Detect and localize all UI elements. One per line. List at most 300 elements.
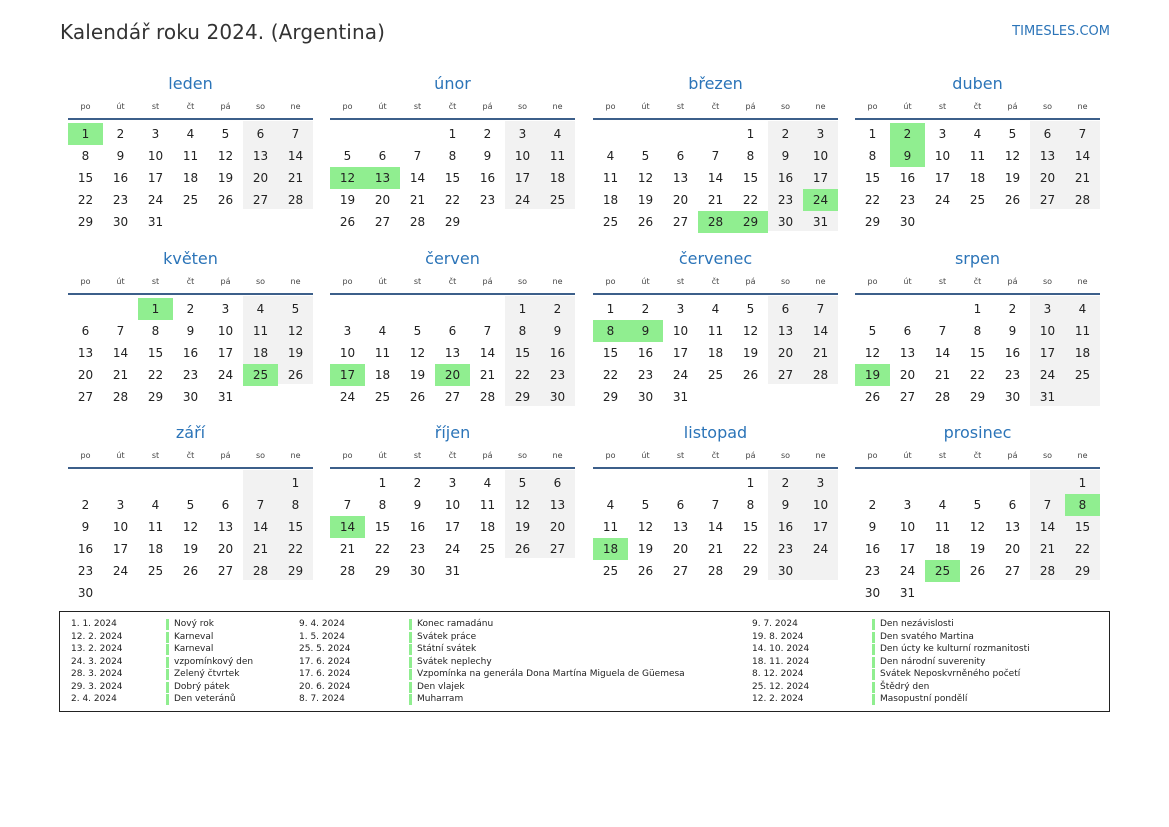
day-cell: 2 (483, 127, 492, 141)
day-cell: 15 (742, 520, 759, 534)
day-cell: 26 (514, 542, 531, 556)
day-cell: 2 (781, 476, 790, 490)
day-cell: 30 (182, 390, 199, 404)
day-cell: 1 (973, 302, 982, 316)
day-cell: 22 (374, 542, 391, 556)
weekday-label: so (517, 451, 528, 460)
day-cell: 23 (777, 542, 794, 556)
weekday-header (593, 451, 838, 469)
weekday-label: út (116, 277, 125, 286)
weekday-label: so (517, 277, 528, 286)
day-cell: 3 (938, 127, 947, 141)
holiday-day-cell: 29 (733, 211, 768, 233)
day-cell: 31 (1039, 390, 1056, 404)
day-cell: 14 (252, 520, 269, 534)
day-cell: 23 (864, 564, 881, 578)
day-cell: 16 (777, 171, 794, 185)
day-cell: 3 (1043, 302, 1052, 316)
day-cell: 11 (549, 149, 566, 163)
day-cell: 28 (409, 215, 426, 229)
site-link[interactable]: TIMESLES.COM (1012, 24, 1110, 39)
holiday-name: Den úcty ke kulturní rozmanitosti (880, 644, 1030, 654)
day-cell: 11 (934, 520, 951, 534)
day-cell: 7 (116, 324, 125, 338)
day-cell: 24 (217, 368, 234, 382)
day-cell: 23 (899, 193, 916, 207)
day-cell: 16 (409, 520, 426, 534)
holiday-legend (59, 611, 1110, 712)
day-cell: 25 (602, 564, 619, 578)
day-cell: 9 (413, 498, 422, 512)
day-cell: 11 (969, 149, 986, 163)
day-cell: 8 (151, 324, 160, 338)
weekday-label: pá (220, 451, 231, 460)
day-cell: 22 (147, 368, 164, 382)
day-cell: 7 (816, 302, 825, 316)
day-cell: 23 (637, 368, 654, 382)
day-cell: 9 (186, 324, 195, 338)
weekday-label: ne (290, 451, 301, 460)
day-cell: 24 (1039, 368, 1056, 382)
day-cell: 5 (221, 127, 230, 141)
day-cell: 10 (514, 149, 531, 163)
day-cell: 19 (637, 542, 654, 556)
weekday-label: st (676, 102, 685, 111)
day-cell: 26 (637, 215, 654, 229)
month-title: únor (434, 74, 471, 93)
weekday-label: po (867, 451, 878, 460)
day-cell: 8 (291, 498, 300, 512)
day-cell: 5 (868, 324, 877, 338)
day-cell: 12 (637, 171, 654, 185)
day-cell: 8 (378, 498, 387, 512)
day-cell: 14 (934, 346, 951, 360)
holiday-name: Konec ramadánu (417, 619, 494, 629)
weekday-label: pá (1007, 451, 1018, 460)
month-title: červenec (678, 249, 753, 268)
weekday-label: ne (1077, 277, 1088, 286)
holiday-day-cell: 25 (243, 364, 278, 386)
day-cell: 14 (1039, 520, 1056, 534)
day-cell: 16 (637, 346, 654, 360)
day-cell: 17 (672, 346, 689, 360)
day-cell: 1 (746, 476, 755, 490)
holiday-date: 29. 3. 2024 (71, 681, 123, 692)
day-cell: 28 (112, 390, 129, 404)
month-title: květen (163, 249, 218, 268)
month-title: leden (168, 74, 213, 93)
holiday-day-cell: 24 (803, 189, 838, 211)
weekday-label: út (378, 102, 387, 111)
weekday-label: ne (552, 277, 563, 286)
day-cell: 9 (781, 149, 790, 163)
weekday-label: út (116, 102, 125, 111)
day-cell: 17 (812, 520, 829, 534)
day-cell: 1 (1078, 476, 1087, 490)
day-cell: 5 (291, 302, 300, 316)
day-cell: 19 (514, 520, 531, 534)
day-cell: 19 (287, 346, 304, 360)
day-cell: 9 (553, 324, 562, 338)
day-cell: 27 (1004, 564, 1021, 578)
weekday-label: pá (1007, 277, 1018, 286)
weekday-header (330, 102, 575, 120)
day-cell: 13 (1004, 520, 1021, 534)
day-cell: 21 (339, 542, 356, 556)
holiday-marker (872, 619, 875, 630)
weekday-label: ne (552, 102, 563, 111)
holiday-marker (166, 644, 169, 655)
weekday-label: út (903, 451, 912, 460)
day-cell: 14 (112, 346, 129, 360)
day-cell: 15 (864, 171, 881, 185)
day-cell: 28 (252, 564, 269, 578)
holiday-marker (872, 694, 875, 705)
holiday-day-cell: 28 (698, 211, 733, 233)
day-cell: 18 (707, 346, 724, 360)
day-cell: 27 (374, 215, 391, 229)
holiday-name: Svátek neplechy (417, 656, 492, 667)
day-cell: 21 (479, 368, 496, 382)
day-cell: 3 (816, 127, 825, 141)
day-cell: 13 (899, 346, 916, 360)
holiday-day-cell: 20 (435, 364, 470, 386)
day-cell: 11 (602, 520, 619, 534)
day-cell: 26 (864, 390, 881, 404)
day-cell: 2 (116, 127, 125, 141)
day-cell: 21 (1039, 542, 1056, 556)
holiday-date: 24. 3. 2024 (71, 656, 123, 667)
day-cell: 20 (672, 193, 689, 207)
day-cell: 12 (514, 498, 531, 512)
day-cell: 20 (252, 171, 269, 185)
holiday-marker (166, 694, 169, 705)
day-cell: 4 (938, 498, 947, 512)
day-cell: 21 (707, 542, 724, 556)
day-cell: 7 (711, 498, 720, 512)
day-cell: 30 (77, 586, 94, 600)
weekday-label: so (517, 102, 528, 111)
holiday-marker (409, 694, 412, 705)
day-cell: 20 (374, 193, 391, 207)
day-cell: 12 (217, 149, 234, 163)
day-cell: 17 (899, 542, 916, 556)
day-cell: 28 (287, 193, 304, 207)
day-cell: 18 (1074, 346, 1091, 360)
holiday-name: Vzpomínka na generála Dona Martína Miguela de Güemesa (417, 669, 685, 679)
holiday-marker (166, 682, 169, 693)
weekday-label: čt (973, 277, 982, 286)
day-cell: 20 (1039, 171, 1056, 185)
day-cell: 6 (81, 324, 90, 338)
holiday-name: Svátek práce (417, 631, 477, 642)
day-cell: 21 (287, 171, 304, 185)
weekday-label: út (378, 277, 387, 286)
day-cell: 1 (518, 302, 527, 316)
day-cell: 27 (252, 193, 269, 207)
weekday-label: so (780, 451, 791, 460)
day-cell: 15 (374, 520, 391, 534)
day-cell: 16 (864, 542, 881, 556)
day-cell: 11 (147, 520, 164, 534)
day-cell: 22 (742, 193, 759, 207)
day-cell: 29 (602, 390, 619, 404)
day-cell: 31 (217, 390, 234, 404)
day-cell: 19 (742, 346, 759, 360)
day-cell: 25 (182, 193, 199, 207)
holiday-day-cell: 18 (593, 538, 628, 560)
holiday-date: 25. 5. 2024 (299, 644, 351, 654)
day-cell: 2 (186, 302, 195, 316)
month-title: březen (688, 74, 743, 93)
weekday-header (330, 451, 575, 469)
weekday-label: ne (815, 102, 826, 111)
day-cell: 8 (81, 149, 90, 163)
weekday-header (330, 277, 575, 295)
holiday-name: Dobrý pátek (174, 681, 230, 692)
weekday-label: čt (973, 102, 982, 111)
weekday-header (68, 102, 313, 120)
day-cell: 25 (479, 542, 496, 556)
weekday-header (855, 277, 1100, 295)
day-cell: 17 (217, 346, 234, 360)
weekday-label: čt (448, 102, 457, 111)
weekday-label: ne (815, 277, 826, 286)
month-title: září (175, 423, 206, 442)
holiday-marker (409, 669, 412, 680)
day-cell: 29 (742, 564, 759, 578)
day-cell: 21 (409, 193, 426, 207)
day-cell: 7 (256, 498, 265, 512)
weekday-label: st (938, 102, 947, 111)
day-cell: 3 (221, 302, 230, 316)
day-cell: 10 (339, 346, 356, 360)
day-cell: 6 (903, 324, 912, 338)
holiday-day-cell: 9 (890, 145, 925, 167)
holiday-day-cell: 8 (1065, 494, 1100, 516)
day-cell: 26 (742, 368, 759, 382)
day-cell: 5 (973, 498, 982, 512)
day-cell: 14 (707, 520, 724, 534)
day-cell: 14 (1074, 149, 1091, 163)
page-title: Kalendář roku 2024. (Argentina) (60, 20, 385, 44)
weekday-label: st (151, 277, 160, 286)
month-title: prosinec (943, 423, 1012, 442)
day-cell: 30 (549, 390, 566, 404)
day-cell: 5 (343, 149, 352, 163)
day-cell: 25 (147, 564, 164, 578)
day-cell: 28 (934, 390, 951, 404)
day-cell: 31 (672, 390, 689, 404)
holiday-date: 1. 1. 2024 (71, 619, 117, 629)
day-cell: 31 (444, 564, 461, 578)
day-cell: 7 (938, 324, 947, 338)
day-cell: 26 (182, 564, 199, 578)
day-cell: 3 (518, 127, 527, 141)
day-cell: 22 (602, 368, 619, 382)
holiday-name: Karneval (174, 631, 214, 642)
holiday-marker (872, 669, 875, 680)
weekday-label: čt (711, 277, 720, 286)
day-cell: 30 (777, 564, 794, 578)
weekday-label: st (676, 451, 685, 460)
day-cell: 29 (514, 390, 531, 404)
day-cell: 11 (252, 324, 269, 338)
weekday-label: pá (220, 277, 231, 286)
day-cell: 19 (217, 171, 234, 185)
day-cell: 19 (409, 368, 426, 382)
holiday-date: 8. 7. 2024 (299, 694, 345, 704)
day-cell: 13 (672, 520, 689, 534)
weekday-header (68, 451, 313, 469)
day-cell: 5 (186, 498, 195, 512)
day-cell: 26 (287, 368, 304, 382)
day-cell: 2 (868, 498, 877, 512)
day-cell: 12 (182, 520, 199, 534)
weekday-label: čt (448, 277, 457, 286)
holiday-date: 20. 6. 2024 (299, 681, 351, 692)
day-cell: 24 (444, 542, 461, 556)
day-cell: 20 (899, 368, 916, 382)
day-cell: 22 (287, 542, 304, 556)
day-cell: 7 (483, 324, 492, 338)
holiday-date: 14. 10. 2024 (752, 644, 810, 654)
day-cell: 26 (1004, 193, 1021, 207)
holiday-date: 2. 4. 2024 (71, 694, 117, 704)
weekday-header (593, 102, 838, 120)
day-cell: 3 (448, 476, 457, 490)
holiday-day-cell: 14 (330, 516, 365, 538)
day-cell: 13 (77, 346, 94, 360)
day-cell: 20 (217, 542, 234, 556)
day-cell: 4 (256, 302, 265, 316)
day-cell: 2 (553, 302, 562, 316)
day-cell: 17 (812, 171, 829, 185)
day-cell: 26 (637, 564, 654, 578)
day-cell: 4 (151, 498, 160, 512)
weekday-header (68, 277, 313, 295)
weekday-label: ne (815, 451, 826, 460)
day-cell: 7 (1043, 498, 1052, 512)
day-cell: 23 (409, 542, 426, 556)
day-cell: 20 (672, 542, 689, 556)
day-cell: 16 (479, 171, 496, 185)
day-cell: 5 (518, 476, 527, 490)
day-cell: 25 (1074, 368, 1091, 382)
holiday-marker (166, 657, 169, 668)
holiday-day-cell: 8 (593, 320, 628, 342)
weekday-label: pá (745, 102, 756, 111)
day-cell: 22 (444, 193, 461, 207)
day-cell: 29 (444, 215, 461, 229)
day-cell: 2 (641, 302, 650, 316)
weekday-label: so (1042, 277, 1053, 286)
day-cell: 10 (444, 498, 461, 512)
holiday-marker (872, 632, 875, 643)
month-title: listopad (683, 423, 748, 442)
weekday-label: st (151, 102, 160, 111)
day-cell: 6 (676, 498, 685, 512)
holiday-name: Zelený čtvrtek (174, 669, 240, 679)
day-cell: 22 (742, 542, 759, 556)
day-cell: 24 (672, 368, 689, 382)
weekday-label: po (80, 277, 91, 286)
day-cell: 20 (549, 520, 566, 534)
weekday-label: st (938, 451, 947, 460)
day-cell: 6 (256, 127, 265, 141)
day-cell: 25 (549, 193, 566, 207)
day-cell: 31 (812, 215, 829, 229)
day-cell: 10 (112, 520, 129, 534)
day-cell: 21 (707, 193, 724, 207)
day-cell: 6 (448, 324, 457, 338)
holiday-name: Den národní suverenity (880, 656, 986, 667)
day-cell: 24 (112, 564, 129, 578)
holiday-date: 25. 12. 2024 (752, 681, 810, 692)
day-cell: 12 (864, 346, 881, 360)
holiday-date: 19. 8. 2024 (752, 631, 804, 642)
day-cell: 13 (672, 171, 689, 185)
holiday-day-cell: 2 (890, 123, 925, 145)
day-cell: 21 (112, 368, 129, 382)
holiday-date: 12. 2. 2024 (752, 694, 804, 704)
day-cell: 3 (816, 476, 825, 490)
weekday-label: po (605, 451, 616, 460)
day-cell: 18 (934, 542, 951, 556)
day-cell: 28 (1039, 564, 1056, 578)
weekday-label: po (342, 102, 353, 111)
holiday-date: 17. 6. 2024 (299, 656, 351, 667)
weekday-label: út (378, 451, 387, 460)
holiday-day-cell: 13 (365, 167, 400, 189)
day-cell: 16 (1004, 346, 1021, 360)
day-cell: 9 (868, 520, 877, 534)
day-cell: 10 (672, 324, 689, 338)
day-cell: 19 (1004, 171, 1021, 185)
day-cell: 17 (112, 542, 129, 556)
day-cell: 28 (707, 564, 724, 578)
day-cell: 31 (899, 586, 916, 600)
day-cell: 16 (549, 346, 566, 360)
day-cell: 30 (112, 215, 129, 229)
day-cell: 24 (899, 564, 916, 578)
day-cell: 6 (378, 149, 387, 163)
holiday-date: 9. 7. 2024 (752, 619, 798, 629)
weekday-header (593, 277, 838, 295)
day-cell: 29 (969, 390, 986, 404)
day-cell: 23 (479, 193, 496, 207)
day-cell: 11 (1074, 324, 1091, 338)
day-cell: 17 (934, 171, 951, 185)
day-cell: 11 (182, 149, 199, 163)
day-cell: 9 (116, 149, 125, 163)
month-title: srpen (954, 249, 1001, 268)
day-cell: 25 (969, 193, 986, 207)
day-cell: 15 (1074, 520, 1091, 534)
holiday-name: Karneval (174, 644, 214, 654)
day-cell: 16 (899, 171, 916, 185)
holiday-name: Štědrý den (880, 681, 930, 692)
day-cell: 4 (186, 127, 195, 141)
weekday-label: čt (711, 102, 720, 111)
day-cell: 10 (812, 149, 829, 163)
month-title: červen (425, 249, 480, 268)
holiday-marker (409, 632, 412, 643)
day-cell: 2 (413, 476, 422, 490)
day-cell: 16 (112, 171, 129, 185)
holiday-name: Den vlajek (417, 681, 465, 692)
weekday-label: pá (482, 102, 493, 111)
